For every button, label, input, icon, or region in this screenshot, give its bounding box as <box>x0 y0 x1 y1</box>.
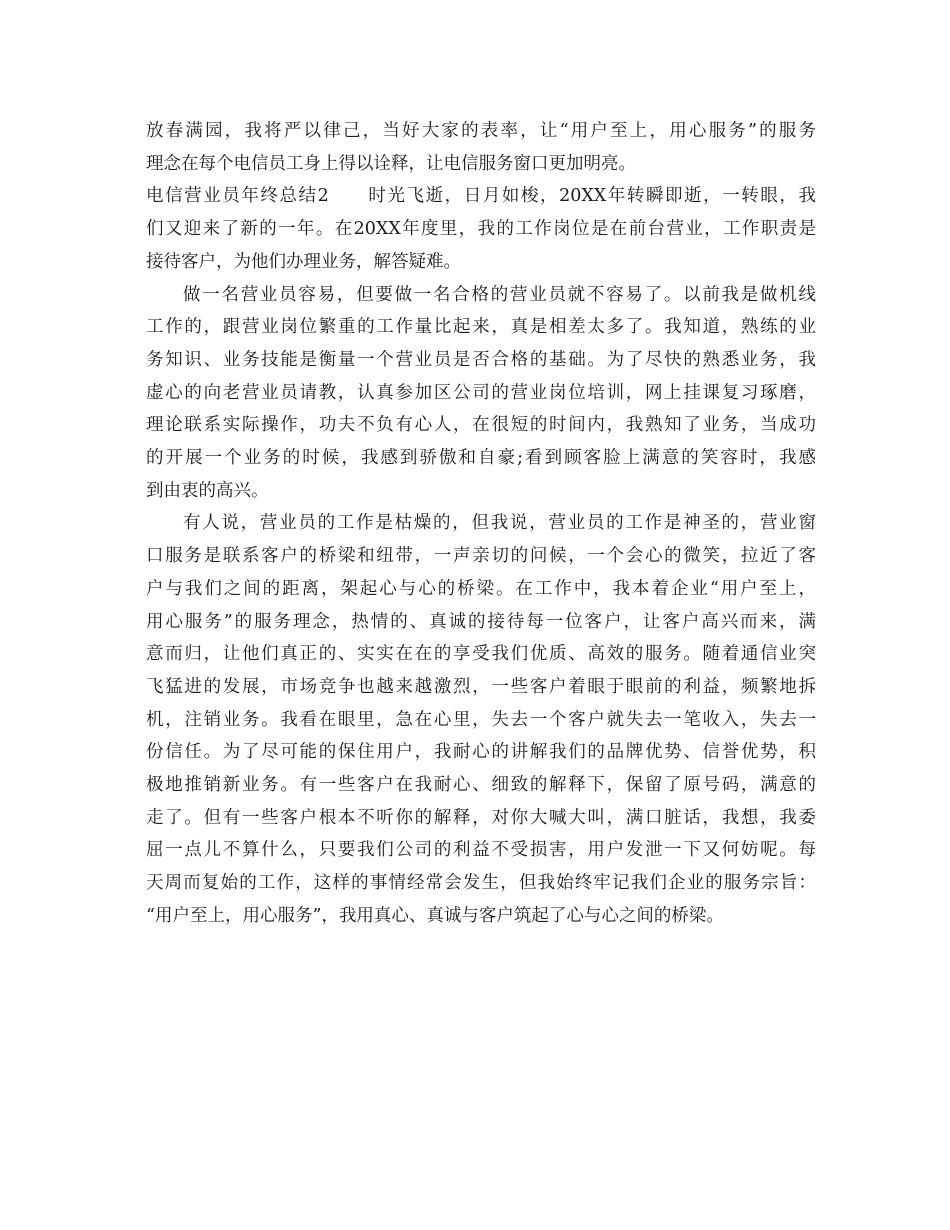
text-line: 屈一点儿不算什么，只要我们公司的利益不受损害，用户发泄一下又何妨呢。每 <box>146 840 816 861</box>
text-line: 们又迎来了新的一年。在20XX年度里，我的工作岗位是在前台营业，工作职责是 <box>146 219 816 240</box>
text-line: 飞猛进的发展，市场竞争也越来越激烈，一些客户着眼于眼前的利益，频繁地拆 <box>146 676 816 697</box>
text-line: 电信营业员年终总结2 时光飞逝，日月如梭，20XX年转瞬即逝，一转眼，我 <box>146 186 816 207</box>
document-body <box>146 115 816 933</box>
text-line: 接待客户，为他们办理业务，解答疑难。 <box>146 251 461 272</box>
text-line: 用心服务”的服务理念，热情的、真诚的接待每一位客户，让客户高兴而来，满 <box>146 611 816 632</box>
text-line: 的开展一个业务的时候，我感到骄傲和自豪;看到顾客脸上满意的笑容时，我感 <box>146 448 816 469</box>
text-line: 有人说，营业员的工作是枯燥的，但我说，营业员的工作是神圣的，营业窗 <box>183 513 816 534</box>
text-line: 份信任。为了尽可能的保住用户，我耐心的讲解我们的品牌优势、信誉优势，积 <box>146 742 816 763</box>
text-line: “用户至上，用心服务”，我用真心、真诚与客户筑起了心与心之间的桥梁。 <box>146 905 724 926</box>
text-line: 走了。但有一些客户根本不听你的解释，对你大喊大叫，满口脏话，我想，我委 <box>146 807 816 828</box>
text-line: 极地推销新业务。有一些客户在我耐心、细致的解释下，保留了原号码，满意的 <box>146 775 816 796</box>
text-line: 天周而复始的工作，这样的事情经常会发生，但我始终牢记我们企业的服务宗旨： <box>146 873 816 894</box>
text-line: 意而归，让他们真正的、实实在在的享受我们优质、高效的服务。随着通信业突 <box>146 644 816 665</box>
text-line: 机，注销业务。我看在眼里，急在心里，失去一个客户就失去一笔收入，失去一 <box>146 709 816 730</box>
text-line: 口服务是联系客户的桥梁和纽带，一声亲切的问候，一个会心的微笑，拉近了客 <box>146 546 816 567</box>
text-line: 放春满园，我将严以律己，当好大家的表率，让“用户至上，用心服务”的服务 <box>146 121 816 141</box>
text-line: 务知识、业务技能是衡量一个营业员是否合格的基础。为了尽快的熟悉业务，我 <box>146 349 816 370</box>
text-line: 户与我们之间的距离，架起心与心的桥梁。在工作中，我本着企业“用户至上， <box>146 578 816 599</box>
text-line: 理念在每个电信员工身上得以诠释，让电信服务窗口更加明亮。 <box>146 153 636 174</box>
text-line: 理论联系实际操作，功夫不负有心人，在很短的时间内，我熟知了业务，当成功 <box>146 415 816 436</box>
text-line: 虚心的向老营业员请教，认真参加区公司的营业岗位培训，网上挂课复习琢磨， <box>146 382 816 403</box>
text-line: 做一名营业员容易，但要做一名合格的营业员就不容易了。以前我是做机线 <box>183 284 816 305</box>
text-line: 到由衷的高兴。 <box>146 480 269 501</box>
text-line: 工作的，跟营业岗位繁重的工作量比起来，真是相差太多了。我知道，熟练的业 <box>146 317 816 338</box>
